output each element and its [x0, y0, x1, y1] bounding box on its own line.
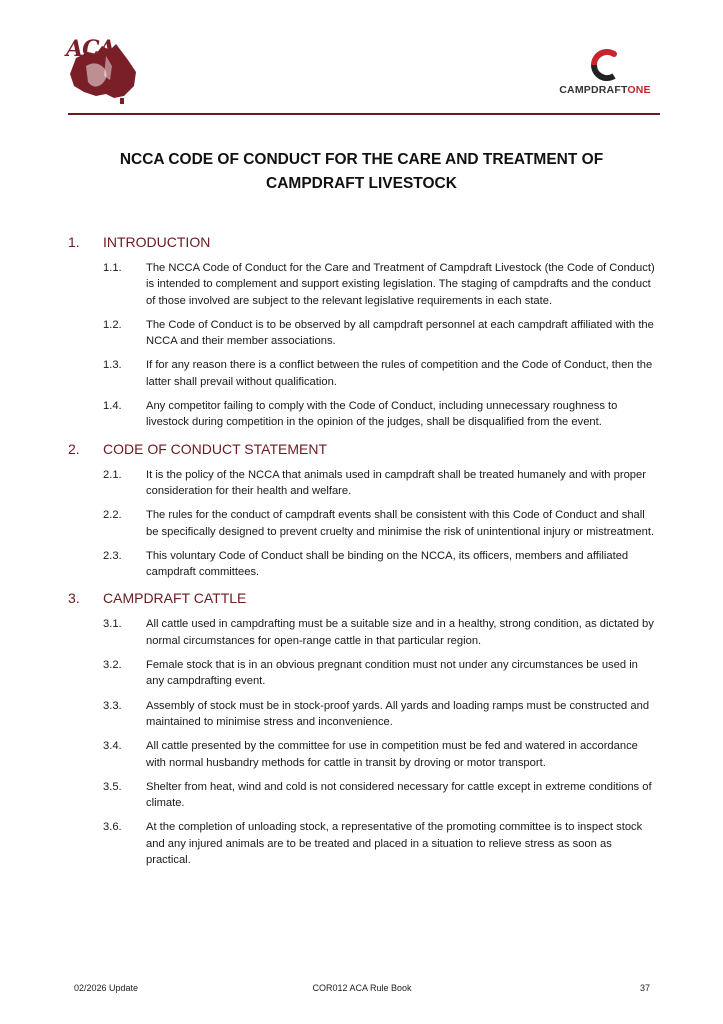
- page-header: [0, 0, 723, 116]
- list-item: 3.6. At the completion of unloading stock, a representative of the promoting committee is to inspect stock and any injured animals are to be treated and placed in a situation to relieve stress as soon as practical.: [103, 821, 643, 867]
- page-number: 37: [639, 983, 650, 993]
- page-title: NCCA CODE OF CONDUCT FOR THE CARE AND TREATMENT OF CAMPDRAFT LIVESTOCK: [119, 151, 604, 192]
- aca-logo-text: ACA: [66, 36, 115, 62]
- section-introduction: [68, 232, 660, 431]
- list-item: 2.3. This voluntary Code of Conduct shall be binding on the NCCA, its officers, members and affiliated campdraft committees.: [103, 549, 629, 579]
- list-item: 3.5. Shelter from heat, wind and cold is not considered necessary for cattle except in extreme conditions of climate.: [103, 780, 652, 810]
- document-body: [68, 232, 660, 876]
- list-item: 1.1. The NCCA Code of Conduct for the Care and Treatment of Campdraft Livestock (the Code of Conduct) is intended to complement and support existing legislation. The staging of campdrafts and the conduct of those involved are subject to the relevant legislative requirements in each state.: [103, 262, 655, 307]
- footer-document-title: COR012 ACA Rule Book: [312, 983, 412, 993]
- campdraftone-wordmark: CAMPDRAFTONE: [559, 84, 651, 96]
- list-item: 1.2. The Code of Conduct is to be observed by all campdraft personnel at each campdraft affiliated with the NCCA and their member associations.: [103, 318, 654, 348]
- list-item: 1.3. If for any reason there is a conflict between the rules of competition and the Code of Conduct, then the latter shall prevail without qualification.: [103, 359, 653, 388]
- section-campdraft-cattle: [68, 588, 660, 868]
- aca-logo: [66, 36, 142, 106]
- campdraft-c-icon: [588, 48, 622, 82]
- section-heading: 2. CODE OF CONDUCT STATEMENT: [68, 440, 327, 457]
- list-item: 3.1. All cattle used in campdrafting must be a suitable size and in a healthy, strong condition, as dictated by normal circumstances for open-range cattle in that particular region.: [103, 618, 654, 647]
- page-footer: [74, 983, 650, 997]
- header-divider: [68, 113, 660, 115]
- section-heading: 1. INTRODUCTION: [68, 234, 211, 250]
- list-item: 3.3. Assembly of stock must be in stock-proof yards. All yards and loading ramps must be constructed and maintained to minimise stress and inconvenience.: [103, 699, 650, 728]
- list-item: 3.4. All cattle presented by the committee for use in competition must be fed and watered in accordance with normal husbandry methods for cattle in transit by droving or motor transport.: [103, 740, 638, 769]
- campdraftone-logo: [550, 48, 660, 102]
- list-item: 2.1. It is the policy of the NCCA that animals used in campdraft shall be treated humanely and with proper consideration for their health and welfare.: [103, 468, 646, 497]
- footer-update-date: 02/2026 Update: [74, 983, 139, 993]
- list-item: 3.2. Female stock that is in an obvious pregnant condition must not under any circumstances be used in any campdrafting event.: [103, 659, 638, 688]
- list-item: 1.4. Any competitor failing to comply with the Code of Conduct, including unnecessary roughness to livestock during competition in the opinion of the judges, shall be disqualified from the event.: [103, 400, 618, 429]
- section-heading: 3. CAMPDRAFT CATTLE: [68, 590, 247, 607]
- section-code-of-conduct-statement: [68, 439, 660, 581]
- list-item: 2.2. The rules for the conduct of campdraft events shall be consistent with this Code of Conduct and shall be specifically designed to prevent cruelty and minimise the risk of unintentional injury or mistreatment.: [103, 509, 655, 538]
